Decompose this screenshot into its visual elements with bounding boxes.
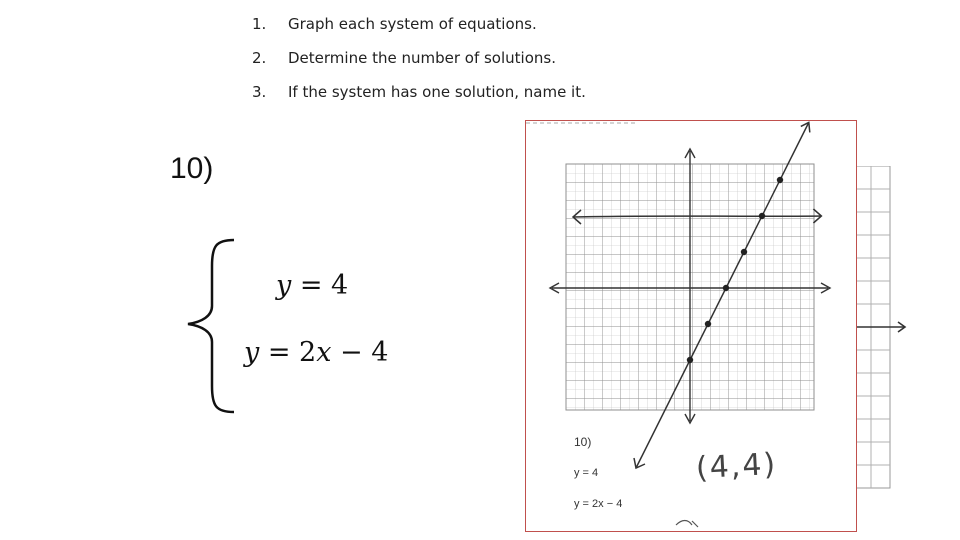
plotted-point: [705, 321, 711, 327]
instructions-list: [252, 14, 586, 116]
plotted-point: [741, 249, 747, 255]
instruction-number: 1.: [252, 15, 267, 33]
plotted-point: [777, 177, 783, 183]
system-brace: [182, 236, 242, 416]
handwritten-answer: (4,4): [695, 446, 778, 487]
background-grid: [852, 166, 912, 490]
instruction-item: [252, 48, 586, 82]
instruction-number: 3.: [252, 83, 267, 101]
instruction-item: [252, 82, 586, 116]
instruction-text: If the system has one solution, name it.: [288, 83, 586, 101]
worksheet-problem-number: 10): [574, 435, 592, 449]
instruction-text: Determine the number of solutions.: [288, 49, 556, 67]
plotted-point: [723, 285, 729, 291]
plotted-point: [687, 357, 693, 363]
graph-line-horizontal: [573, 216, 821, 217]
worksheet-equation-2: y = 2x − 4: [574, 498, 623, 510]
instruction-item: [252, 14, 586, 48]
equation-2: 𝑦 = 2𝑥 − 4: [244, 337, 389, 368]
instruction-text: Graph each system of equations.: [288, 15, 537, 33]
plotted-point: [759, 213, 765, 219]
equation-1: 𝑦 = 4: [276, 270, 349, 301]
instruction-number: 2.: [252, 49, 267, 67]
worksheet-equation-1: y = 4: [574, 467, 599, 479]
problem-number: 10): [170, 152, 214, 185]
worksheet-scan: [525, 120, 857, 532]
